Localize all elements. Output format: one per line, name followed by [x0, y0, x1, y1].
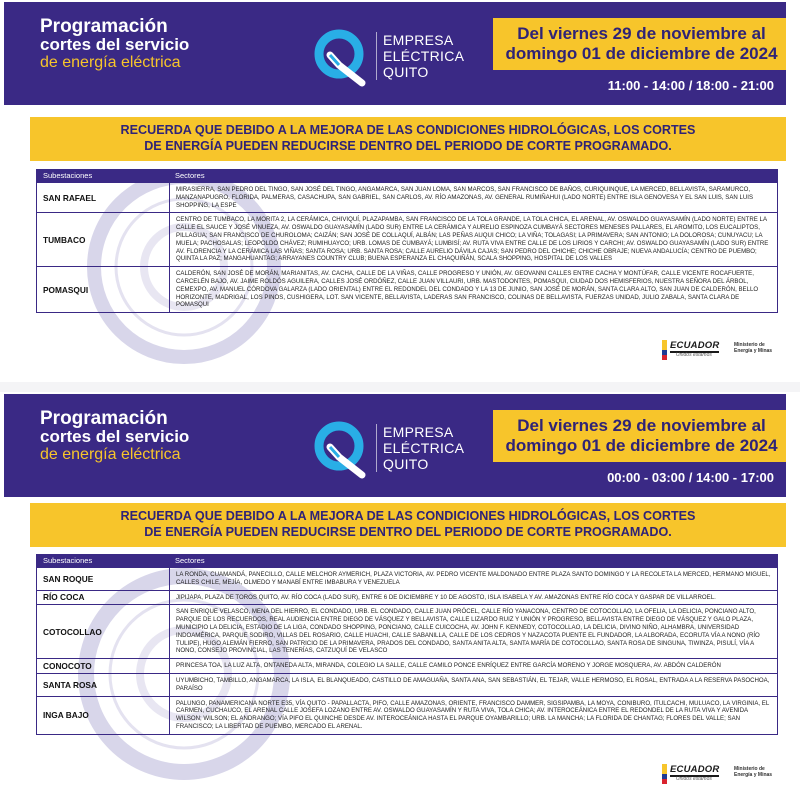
title-line: Programación	[40, 408, 168, 429]
sector-list: MIRASIERRA, SAN PEDRO DEL TINGO, SAN JOSÉ DEL TINGO, ANGAMARCA, SAN JUAN LOMA, SAN MARCOS, SAN FRANCISCO DE BAÑOS, CURIQUINQUE, LA MERCED, BELLAVISTA, SARAMURCO, MANZANAPUGRO, FLORIDA, PALMERAS, CASACHUPA, SAN GABRIEL, SAN CARLOS, AV. RÍO AMAZONAS, AV. GENERAL RUMIÑAHUI (LADO NORTE) ENTRE ISLA GENOVESA Y EL SAN LUIS, SAN LUIS SHOPPING, LA ESPE	[169, 183, 777, 212]
title-line: cortes del servicio	[40, 35, 190, 54]
substation-name: CONOCOTO	[43, 661, 92, 672]
company-line: QUITO	[383, 456, 429, 472]
date-line: Del viernes 29 de noviembre al	[517, 416, 766, 435]
column-header-substations: Subestaciones	[43, 556, 93, 565]
table-row	[37, 590, 777, 605]
notice-line: DE ENERGÍA PUEDEN REDUCIRSE DENTRO DEL PERIODO DE CORTE PROGRAMADO.	[144, 139, 672, 153]
table-row	[37, 696, 777, 734]
column-header-sectors: Sectores	[175, 556, 205, 565]
column-header-substations: Subestaciones	[43, 171, 93, 180]
date-range	[493, 18, 786, 70]
table-header	[37, 170, 777, 182]
title-line: Programación	[40, 16, 168, 37]
outage-table	[36, 169, 778, 313]
poster-header	[4, 394, 786, 497]
ecuador-slogan: Unidos estamos	[676, 776, 712, 782]
table-row	[37, 604, 777, 658]
company-line: EMPRESA	[383, 424, 454, 440]
ecuador-name: ECUADOR	[670, 340, 720, 351]
program-title	[40, 410, 210, 464]
company-line: QUITO	[383, 64, 429, 80]
ministry-name	[734, 766, 772, 778]
company-line: ELÉCTRICA	[383, 48, 465, 64]
ministry-line: Ministerio de	[734, 342, 765, 348]
ecuador-slogan: Unidos estamos	[676, 352, 712, 358]
ministry-name	[734, 342, 772, 354]
substation-name: RÍO COCA	[43, 592, 85, 603]
program-title	[40, 18, 210, 72]
substation-name: SAN RAFAEL	[43, 192, 97, 203]
sector-list: LA RONDA, CUAMANDÁ, PANECILLO, CALLE MELCHOR AYMERICH, PLAZA VICTORIA, AV. PEDRO VICENTE MALDONADO ENTRE PLAZA SANTO DOMINGO Y LA RECOLETA LA MERCED, HERMANO MIGUEL, CALLES CHILE, MEJÍA, OLMEDO Y MANABÍ ENTRE IMBABURA Y VENEZUELA	[169, 568, 777, 590]
substation-name: COTOCOLLAO	[43, 626, 102, 637]
date-range	[493, 410, 786, 462]
substation-name: INGA BAJO	[43, 710, 89, 721]
ministry-line: Energía y Minas	[734, 772, 773, 778]
notice-line: DE ENERGÍA PUEDEN REDUCIRSE DENTRO DEL PERIODO DE CORTE PROGRAMADO.	[144, 525, 672, 539]
date-line: domingo 01 de diciembre de 2024	[505, 44, 778, 63]
outage-table	[36, 554, 778, 735]
title-line: de energía eléctrica	[40, 54, 181, 71]
table-row	[37, 658, 777, 673]
date-line: domingo 01 de diciembre de 2024	[505, 436, 778, 455]
company-name	[376, 32, 464, 80]
ecuador-name: ECUADOR	[670, 764, 720, 775]
substation-name: SANTA ROSA	[43, 679, 97, 690]
ecuador-government-logo	[662, 764, 782, 786]
table-row	[37, 673, 777, 696]
notice-banner	[30, 503, 786, 547]
sector-list: CENTRO DE TUMBACO, LA MORITA 2, LA CERÁMICA, CHIVIQUÍ, PLAZAPAMBA, SAN FRANCISCO DE LA TOLA GRANDE, LA TOLA CHICA, EL ARENAL, AV. OSWALDO GUAYASAMÍN (LADO NORTE) ENTRE LA CALLE EL SAUCE Y JOSÉ VINUEZA, AV. OSWALDO GUAYASAMÍN (LADO SUR) ENTRE LA CERÁMICA Y AURELIO ESPINOZA CUMBAYÁ SECTORES MENESES PALLARES, EL AROMITO, LOS EUCALIPTOS, PILLAGUA; SAN FRANCISCO DE CHUROLOMA; CAIZÁN; SAN JOSÉ DE COLLAQUÍ, ALBÁN; LAS PEÑAS AUQUI CHICO; LA VIÑA; TOLAGASI; LA PRIMAVERA; SAN ANTONIO; LA DOLOROSA; CUNUYACU; LA MUELA; PACHOSALAS; LEOPOLDO CHÁVEZ; RUMIHUAYCO; URB. LOMAS DE CUMBAYÁ; LUMBISÍ; AV. RUTA VIVA ENTRE CALLE DE LOS LIRIOS Y CARCHI; AV. OSWALDO GUAYASAMÍN (LADO SUR) ENTRE AV. FLORENCIA Y LA CERÁMICA LAS VIÑAS; SANTA ROSA; URB. SANTA ROSA; CALLE AURELIO DÁVILA CAJAS; SAN PEDRO DEL CHICHE; CHICHE OBRAJE; NUEVA ANDALUCÍA; CENTRO DE PUEMBO; QUINTA LA PAZ; MANGAHUANTAG; ARRAYANES COUNTRY CLUB; BUENA ESPERANZA EL CHAQUIÑÁN, SCALA SHOPPING, HOSPITAL DE LOS VALLES	[169, 213, 777, 266]
sector-list: PRINCESA TOA, LA LUZ ALTA, ONTANEDA ALTA, MIRANDA, COLEGIO LA SALLE, CALLE CAMILO PONCE ENRÍQUEZ ENTRE GARCÍA MORENO Y JORGE MOSQUERA, AV. ABDÓN CALDERÓN	[169, 659, 777, 673]
table-row	[37, 266, 777, 312]
title-line: de energía eléctrica	[40, 446, 181, 463]
eeq-logo-icon	[308, 25, 370, 87]
company-line: EMPRESA	[383, 32, 454, 48]
ecuador-flag-icon	[662, 340, 667, 360]
poster-separator	[0, 382, 800, 392]
table-row	[37, 567, 777, 590]
table-row	[37, 212, 777, 266]
ministry-line: Energía y Minas	[734, 348, 773, 354]
outage-hours: 11:00 - 14:00 / 18:00 - 21:00	[607, 78, 774, 93]
poster-header	[4, 2, 786, 105]
company-line: ELÉCTRICA	[383, 440, 465, 456]
notice-line: RECUERDA QUE DEBIDO A LA MEJORA DE LAS CONDICIONES HIDROLÓGICAS, LOS CORTES	[120, 123, 696, 137]
date-line: Del viernes 29 de noviembre al	[517, 24, 766, 43]
ecuador-flag-icon	[662, 764, 667, 784]
sector-list: JIPIJAPA, PLAZA DE TOROS QUITO, AV. RÍO COCA (LADO SUR), ENTRE 6 DE DICIEMBRE Y 10 DE AGOSTO, ISLA ISABELA Y AV. AMAZONAS ENTRE RÍO COCA Y GASPAR DE VILLARROEL.	[169, 591, 777, 605]
notice-banner	[30, 117, 786, 161]
sector-list: CALDERÓN, SAN JOSÉ DE MORÁN, MARIANITAS, AV. CACHA, CALLE DE LA VIÑAS, CALLE PROGRESO Y UNIÓN, AV. GEOVANNI CALLES ENTRE CACHA Y MONTÚFAR, CALLE VICENTE ROCAFUERTE, CARCELÉN BAJO, AV. JAIME ROLDÓS AGUILERA, CALLES JOSÉ ORDÓÑEZ, CALLE JUAN VILLAURI, URB. MASTODONTES, POMASQUI, CIUDAD DOS HEMISFERIOS, NUESTRA SEÑORA DEL ÁRBOL, CEMEXPO, AV. MANUEL CÓRDOVA GALARZA (LADO ORIENTAL) ENTRE EL REDONDEL DEL CONDADO Y LA 13 DE JUNIO, SAN JOSÉ DE MORÁN, SANTA CLARA ALTO, SAN JUAN DE CALDERÓN, BELLO HORIZONTE, MADRIGAL, LOS PINOS, CUSHIGERA, LOT. SAN VICENTE, BELLAVISTA, LADERAS SAN FRANCISCO, COLINAS DE BELLAVISTA, FUERZAS UNIDAD, JULIO ZABALA, SANTA CLARA DE POMASQUI	[169, 267, 777, 312]
sector-list: PALUNGO, PANAMERICANA NORTE E35, VÍA QUITO - PAPALLACTA, PIFO, CALLE AMAZONAS, ORIENTE, FRANCISCO DAMMER, SIGSIPAMBA, LA MOYA, CONIBURO, ITULCACHI, MULUACO, LA VIRGINIA, EL CARMEN, CUCHAUCO, EL ARENAL CALLE JOSEFA LOZANO ENTRE AV. OSWALDO GUAYASAMÍN Y RUTA VIVA, TOLA CHICA; AV. INTEROCEÁNICA ENTRE EL REDONDEL DE LA RUTA VIVA Y AVENIDA WILSON; WILSON; EL ANDRANGO; VÍA PIFO EL QUINCHE DESDE AV. INTEROCEÁNICA HASTA EL PARQUE OYAMBARILLO; URB. LA MANCHA; LA FLORIDA DE CHANTAG; FLORES DEL VALLE; SAN FRANCISCO; LA LIBERTAD DE PUEMBO, MERCADO EL ARENAL.	[169, 697, 777, 734]
poster-schedule-1	[4, 2, 786, 380]
substation-name: TUMBACO	[43, 234, 86, 245]
table-header	[37, 555, 777, 567]
substation-name: POMASQUI	[43, 284, 89, 295]
sector-list: SAN ENRIQUE VELASCO, MENA DEL HIERRO, EL CONDADO, URB. EL CONDADO, CALLE JUAN PRÓCEL, CALLE RÍO YANACONA, CENTRO DE COTOCOLLAO, LA OFELIA, LA DELICIA, PONCIANO ALTO, PARQUE DE LOS RECUERDOS, REAL AUDIENCIA ENTRE DIEGO DE VÁSQUEZ Y BELLAVISTA, CALLE LIZARDO RUIZ Y UNIÓN Y PROGRESO, BELLAVISTA ENTRE DIEGO DE VÁSQUEZ Y GALO PLAZA, MUNICIPIO LA DELICIA, ESTADIO DE LA LIGA, CONDADO SHOPPING, PONCIANO, CALLE CUICOCHA, AV. JOHN F. KENNEDY, COTOCOLLAO, LA DELICIA, DIVINO NIÑO, ALHAMBRA, UNIVERSIDAD INDOAMÉRICA, PARQUE SODIRO, VILLAS DEL ROSARIO, CALLE HUACHI, CALLE SABANILLA, CALLE DE LOS CEDROS Y NAZACOTA PUENTE EL FUNDADOR, LA ALBORADA, ECORUTA VÍA A NONO (RÍO TULIPE), HUGO ALEMÁN FIERRO, SAN PATRICIO DE LA PRIMAVERA, PRADOS DEL CONDADO, SANTA ANITA ALTA, SANTA MARÍA DE COTOCOLLAO, SANTA ROSA DE SINGUNA, TIWINZA, PISULÍ, VÍA A NONO, CONSEJO PROVINCIAL, LAS TENERÍAS, CATZUQUÍ DE VELASCO	[169, 605, 777, 658]
sector-list: UYUMBICHO, TAMBILLO, ANGAMARCA, LA ISLA, EL BLANQUEADO, CASTILLO DE AMAGUAÑA, SANTA ANA, SAN SEBASTIÁN, EL TEJAR, VALLE HERMOSO, EL ROSAL, ENTRADA A LA RESERVA PASOCHOA, PARAÍSO	[169, 674, 777, 696]
notice-line: RECUERDA QUE DEBIDO A LA MEJORA DE LAS CONDICIONES HIDROLÓGICAS, LOS CORTES	[120, 509, 696, 523]
substation-name: SAN ROQUE	[43, 573, 94, 584]
ministry-line: Ministerio de	[734, 766, 765, 772]
title-line: cortes del servicio	[40, 427, 190, 446]
ecuador-government-logo	[662, 340, 782, 362]
company-name	[376, 424, 464, 472]
outage-hours: 00:00 - 03:00 / 14:00 - 17:00	[607, 470, 774, 485]
table-row	[37, 182, 777, 212]
column-header-sectors: Sectores	[175, 171, 205, 180]
poster-schedule-2	[4, 394, 786, 798]
eeq-logo-icon	[308, 417, 370, 479]
